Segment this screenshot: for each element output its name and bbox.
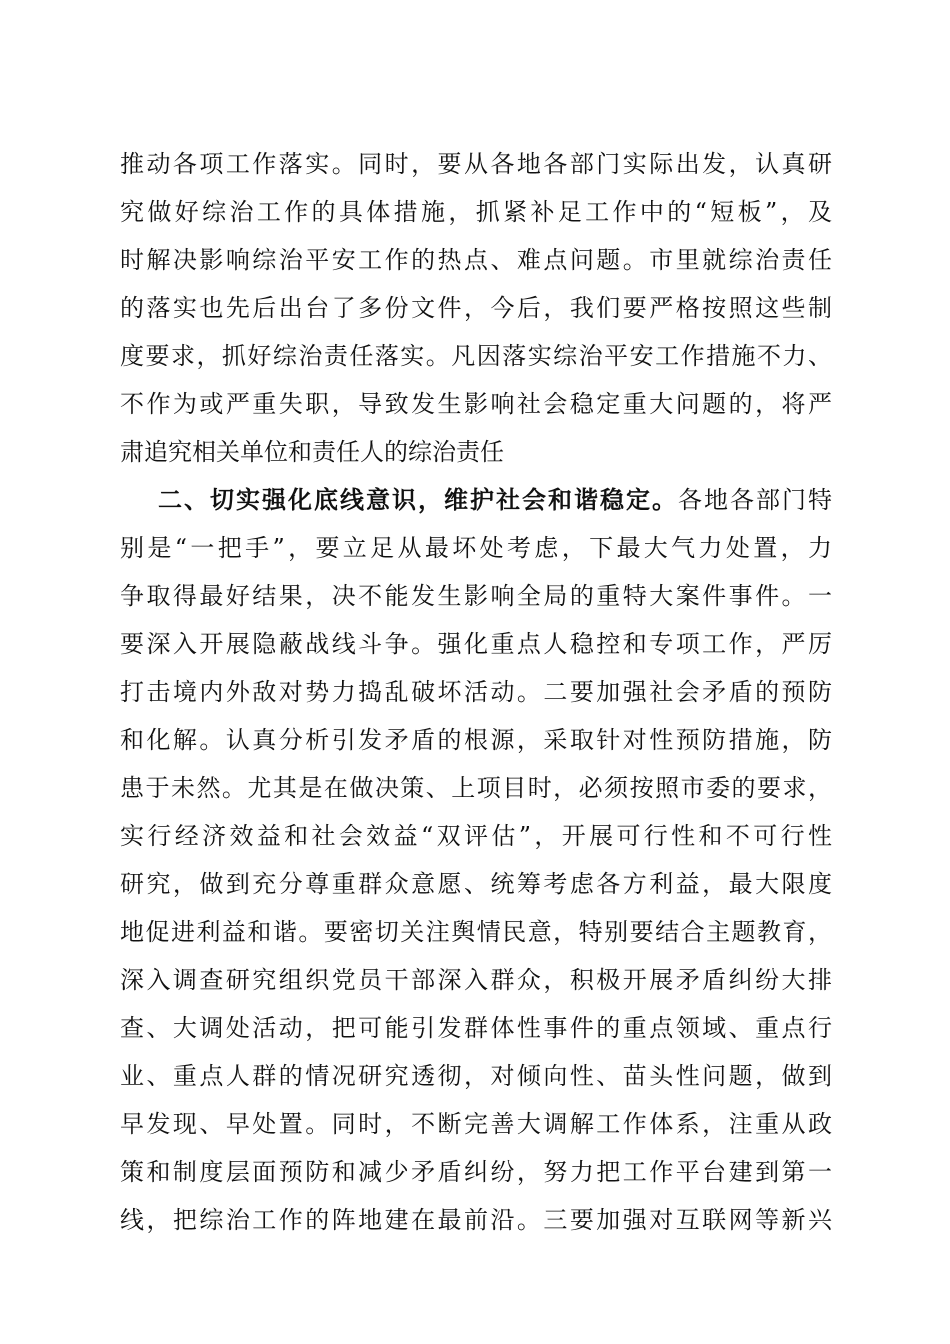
text-line: 度要求，抓好综治责任落实。凡因落实综治平安工作措施不力、 [120,342,832,370]
text-line: 实行经济效益和社会效益“双评估”，开展可行性和不可行性 [120,822,832,850]
heading-line-rest: 各地各部门特 [678,486,832,514]
text-line: 线，把综治工作的阵地建在最前沿。三要加强对互联网等新兴 [120,1206,832,1234]
document-body [120,140,832,1244]
text-line: 究做好综治工作的具体措施，抓紧补足工作中的“短板”，及 [120,198,832,226]
text-line: 争取得最好结果，决不能发生影响全局的重特大案件事件。一 [120,582,832,610]
text-line: 策和制度层面预防和减少矛盾纠纷，努力把工作平台建到第一 [120,1158,832,1186]
heading-line [120,476,832,524]
text-line: 和化解。认真分析引发矛盾的根源，采取针对性预防措施，防 [120,726,832,754]
text-line: 推动各项工作落实。同时，要从各地各部门实际出发，认真研 [120,150,832,178]
text-line: 要深入开展隐蔽战线斗争。强化重点人稳控和专项工作，严厉 [120,630,832,658]
paragraph-1 [120,140,832,476]
text-line: 早发现、早处置。同时，不断完善大调解工作体系，注重从政 [120,1110,832,1138]
text-line: 肃追究相关单位和责任人的综治责任 [120,438,504,466]
text-line: 研究，做到充分尊重群众意愿、统筹考虑各方利益，最大限度 [120,870,832,898]
text-line: 地促进利益和谐。要密切关注舆情民意，特别要结合主题教育， [120,918,832,946]
text-line: 深入调查研究组织党员干部深入群众，积极开展矛盾纠纷大排 [120,966,832,994]
text-line: 患于未然。尤其是在做决策、上项目时，必须按照市委的要求， [120,774,832,802]
section-heading: 二、切实强化底线意识，维护社会和谐稳定。 [158,486,678,514]
text-line: 的落实也先后出台了多份文件，今后，我们要严格按照这些制 [120,294,832,322]
text-line: 打击境内外敌对势力捣乱破坏活动。二要加强社会矛盾的预防 [120,678,832,706]
text-line: 查、大调处活动，把可能引发群体性事件的重点领域、重点行 [120,1014,832,1042]
paragraph-2 [120,476,832,1244]
text-line: 业、重点人群的情况研究透彻，对倾向性、苗头性问题，做到 [120,1062,832,1090]
text-line: 别是“一把手”，要立足从最坏处考虑，下最大气力处置，力 [120,534,832,562]
text-line: 不作为或严重失职，导致发生影响社会稳定重大问题的，将严 [120,390,832,418]
text-line: 时解决影响综治平安工作的热点、难点问题。市里就综治责任 [120,246,832,274]
